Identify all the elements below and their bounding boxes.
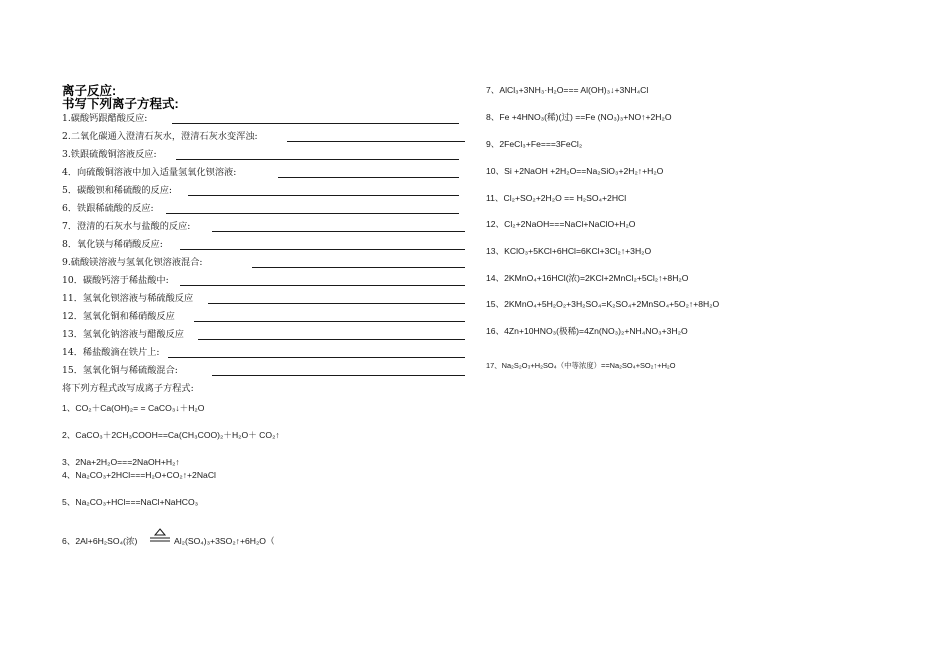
answer-blank-7[interactable] bbox=[212, 231, 465, 232]
answer-blank-4[interactable] bbox=[278, 177, 459, 178]
equation-12: 12、Cl₂+2NaOH===NaCl+NaClO+H₂O bbox=[486, 219, 636, 229]
equation-2: 2、CaCO₃＋2CH₃COOH==Ca(CH₃COO)₂＋H₂O＋ CO₂↑ bbox=[62, 430, 280, 440]
question-9: 9.硫酸镁溶液与氢氧化钡溶液混合: bbox=[62, 257, 203, 268]
answer-blank-10[interactable] bbox=[180, 285, 465, 286]
question-6: 6．铁跟稀硫酸的反应: bbox=[62, 203, 154, 214]
equation-3: 3、2Na+2H₂O===2NaOH+H₂↑ bbox=[62, 457, 180, 467]
question-10: 10．碳酸钙溶于稀盐酸中: bbox=[62, 275, 169, 286]
question-8: 8．氧化镁与稀硝酸反应: bbox=[62, 239, 163, 250]
question-12: 12．氢氧化铜和稀硝酸反应 bbox=[62, 311, 175, 322]
question-15: 15．氢氧化铜与稀硫酸混合: bbox=[62, 365, 178, 376]
answer-blank-15[interactable] bbox=[212, 375, 465, 376]
heating-delta-icon bbox=[149, 528, 171, 544]
question-3: 3.铁跟硫酸铜溶液反应: bbox=[62, 149, 157, 160]
equation-15: 15、2KMnO₄+5H₂O₂+3H₂SO₄=K₂SO₄+2MnSO₄+5O₂↑+8H₂O bbox=[486, 299, 720, 309]
answer-blank-5[interactable] bbox=[188, 195, 459, 196]
answer-blank-11[interactable] bbox=[208, 303, 465, 304]
equation-7: 7、AlCl₃+3NH₃·H₂O=== Al(OH)₃↓+3NH₄Cl bbox=[486, 85, 649, 95]
answer-blank-3[interactable] bbox=[176, 159, 459, 160]
answer-blank-8[interactable] bbox=[180, 249, 465, 250]
equation-1: 1、CO₂＋Ca(OH)₂= = CaCO₃↓＋H₂O bbox=[62, 403, 205, 413]
equation-16: 16、4Zn+10HNO₃(极稀)=4Zn(NO₃)₂+NH₄NO₃+3H₂O bbox=[486, 326, 688, 336]
rewrite-heading: 将下列方程式改写成离子方程式: bbox=[62, 383, 194, 394]
equation-9: 9、2FeCl₃+Fe===3FeCl₂ bbox=[486, 139, 583, 149]
answer-blank-2[interactable] bbox=[287, 141, 465, 142]
question-2: 2.二氧化碳通入澄清石灰水，澄清石灰水变浑浊: bbox=[62, 131, 258, 142]
question-1: 1.碳酸钙跟醋酸反应: bbox=[62, 113, 148, 124]
question-14: 14．稀盐酸滴在铁片上: bbox=[62, 347, 160, 358]
equation-14: 14、2KMnO₄+16HCl(浓)=2KCl+2MnCl₂+5Cl₂↑+8H₂O bbox=[486, 273, 689, 283]
answer-blank-6[interactable] bbox=[166, 213, 459, 214]
equation-5: 5、Na₂CO₃+HCl===NaCl+NaHCO₃ bbox=[62, 497, 199, 507]
section-title: 离子反应: bbox=[62, 84, 117, 98]
answer-blank-12[interactable] bbox=[194, 321, 465, 322]
answer-blank-9[interactable] bbox=[252, 267, 465, 268]
question-7: 7．澄清的石灰水与盐酸的反应: bbox=[62, 221, 191, 232]
question-5: 5．碳酸钡和稀硫酸的反应: bbox=[62, 185, 173, 196]
equation-11: 11、Cl₂+SO₂+2H₂O == H₂SO₄+2HCl bbox=[486, 193, 627, 203]
answer-blank-14[interactable] bbox=[168, 357, 465, 358]
equation-6-products: Al₂(SO₄)₃+3SO₂↑+6H₂O（ bbox=[174, 536, 275, 546]
equation-10: 10、Si +2NaOH +2H₂O==Na₂SiO₃+2H₂↑+H₂O bbox=[486, 166, 664, 176]
answer-blank-1[interactable] bbox=[172, 123, 459, 124]
question-13: 13．氢氧化钠溶液与醋酸反应 bbox=[62, 329, 184, 340]
question-11: 11．氢氧化钡溶液与稀硫酸反应 bbox=[62, 293, 194, 304]
equation-8: 8、Fe +4HNO₃(稀)(过) ==Fe (NO₃)₃+NO↑+2H₂O bbox=[486, 112, 672, 122]
question-4: 4．向硫酸铜溶液中加入适量氢氧化钡溶液: bbox=[62, 167, 237, 178]
answer-blank-13[interactable] bbox=[198, 339, 465, 340]
equation-4: 4、Na₂CO₃+2HCl===H₂O+CO₂↑+2NaCl bbox=[62, 470, 216, 480]
equation-13: 13、KClO₃+5KCl+6HCl=6KCl+3Cl₂↑+3H₂O bbox=[486, 246, 652, 256]
equation-6: 6、2Al+6H₂SO₄(浓) bbox=[62, 536, 138, 546]
section-subtitle: 书写下列离子方程式: bbox=[62, 97, 179, 111]
equation-17: 17、Na₂S₂O₃+H₂SO₄（中等浓度）==Na₂SO₄+SO₂↑+H₂O bbox=[486, 361, 676, 370]
